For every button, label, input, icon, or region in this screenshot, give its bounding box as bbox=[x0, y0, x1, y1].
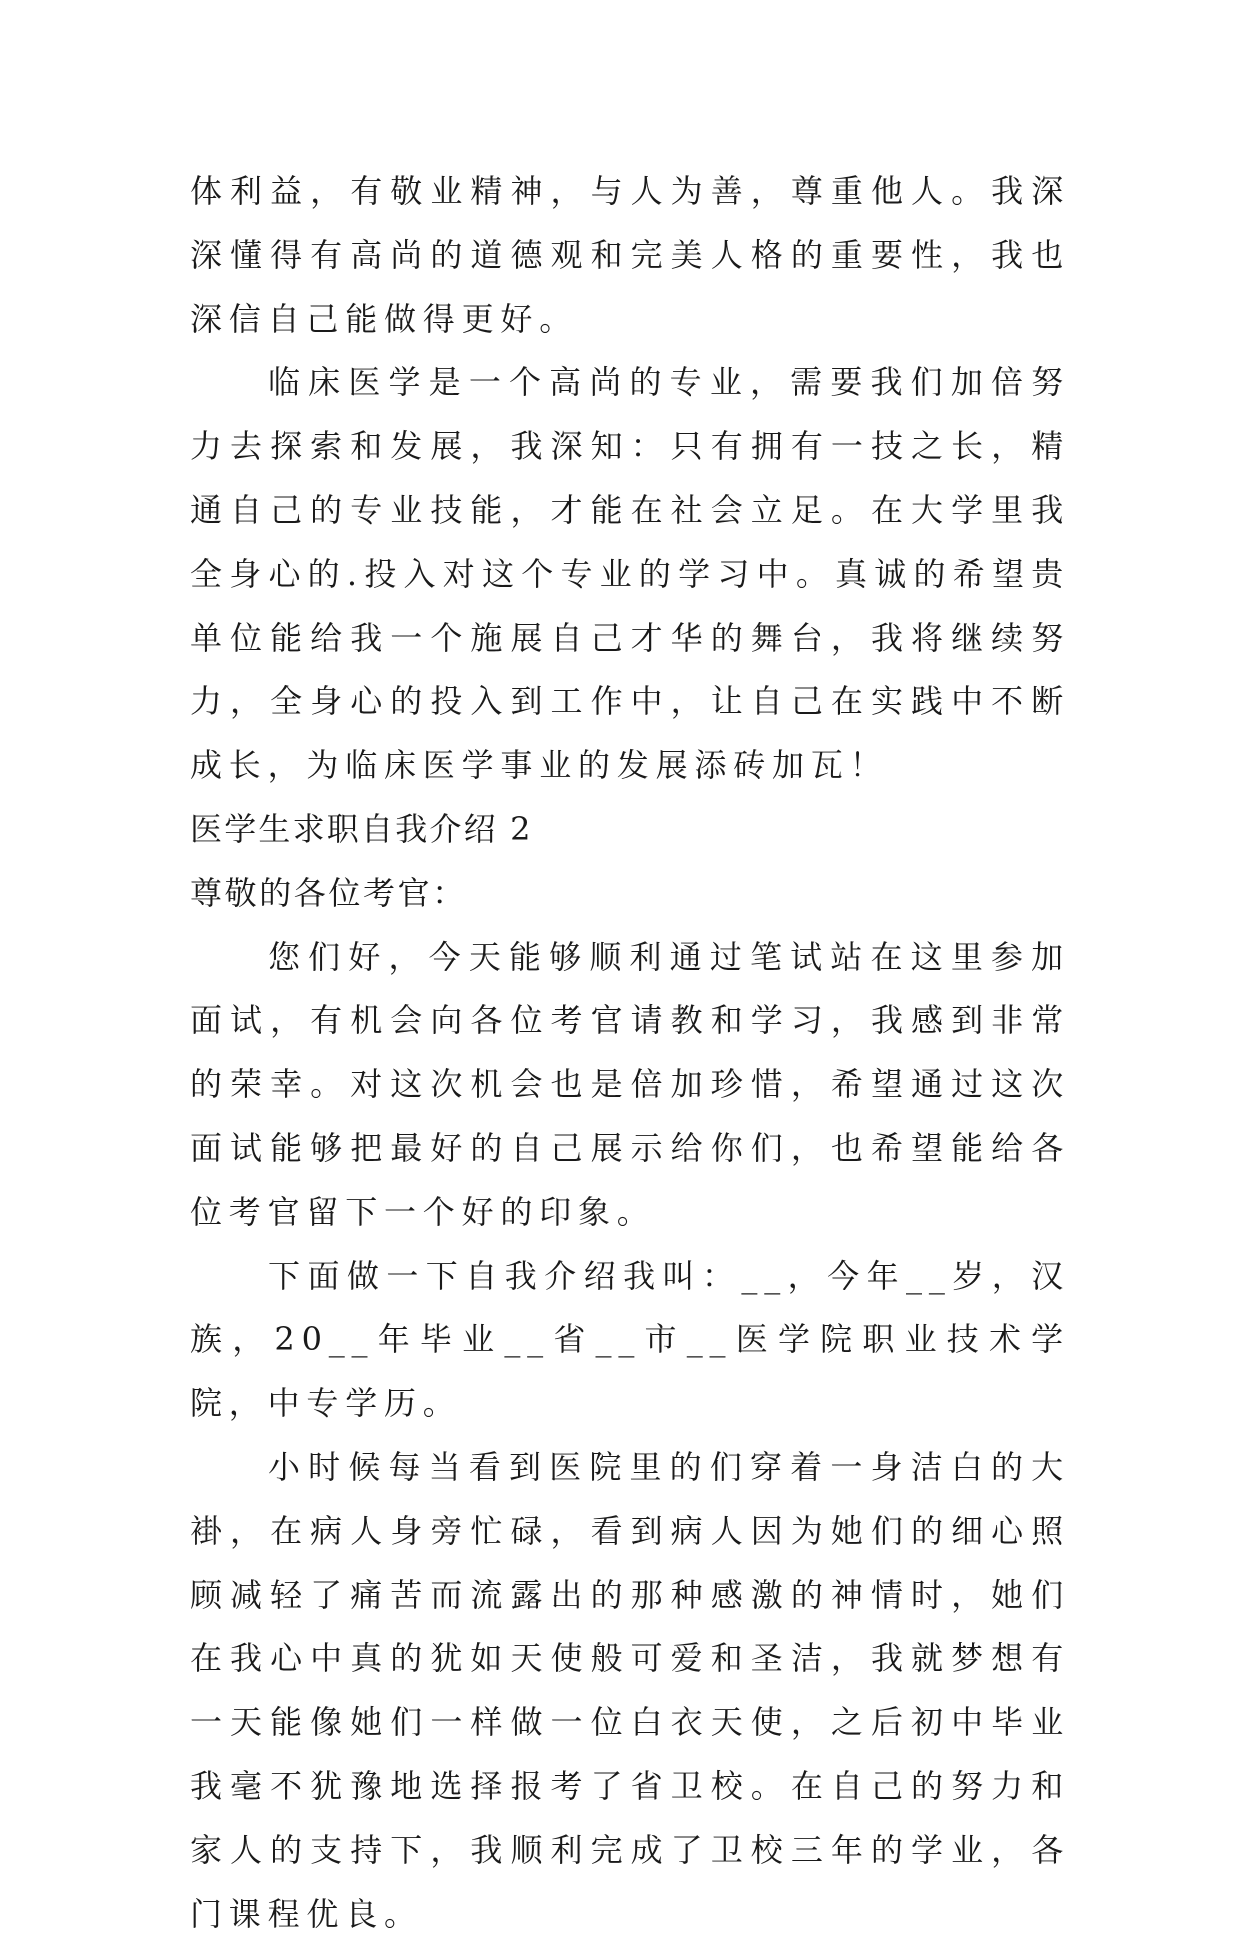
section-heading: 医学生求职自我介绍 2 bbox=[190, 809, 533, 848]
paragraph-childhood: 小时候每当看到医院里的们穿着一身洁白的大褂，在病人身旁忙碌，看到病人因为她们的细心照顾减轻了痛苦而流露出的那种感激的神情时，她们在我心中真的犹如天使般可爱和圣洁，我就梦想有一天能像她们一样做一位白衣天使，之后初中毕业我毫不犹豫地选择报考了省卫校。在自己的努力和家人的支持下，我顺利完成了卫校三年的学业，各门课程优良。 bbox=[190, 1447, 1070, 1933]
paragraph-clinical-medicine: 临床医学是一个高尚的专业，需要我们加倍努力去探索和发展，我深知：只有拥有一技之长，精通自己的专业技能，才能在社会立足。在大学里我全身心的.投入对这个专业的学习中。真诚的希望贵单位能给我一个施展自己才华的舞台，我将继续努力，全身心的投入到工作中，让自己在实践中不断成长，为临床医学事业的发展添砖加瓦！ bbox=[190, 363, 1070, 785]
paragraph-self-introduction: 下面做一下自我介绍我叫：__，今年__岁，汉族，20__年毕业__省__市__医学院职业技术学院，中专学历。 bbox=[190, 1256, 1070, 1423]
salutation: 尊敬的各位考官： bbox=[190, 873, 467, 912]
paragraph-greeting: 您们好，今天能够顺利通过笔试站在这里参加面试，有机会向各位考官请教和学习，我感到非常的荣幸。对这次机会也是倍加珍惜，希望通过这次面试能够把最好的自己展示给你们，也希望能给各位考官留下一个好的印象。 bbox=[190, 937, 1070, 1231]
document-body bbox=[190, 160, 1070, 1946]
paragraph-continuation: 体利益，有敬业精神，与人为善，尊重他人。我深深懂得有高尚的道德观和完美人格的重要性，我也深信自己能做得更好。 bbox=[190, 172, 1070, 338]
